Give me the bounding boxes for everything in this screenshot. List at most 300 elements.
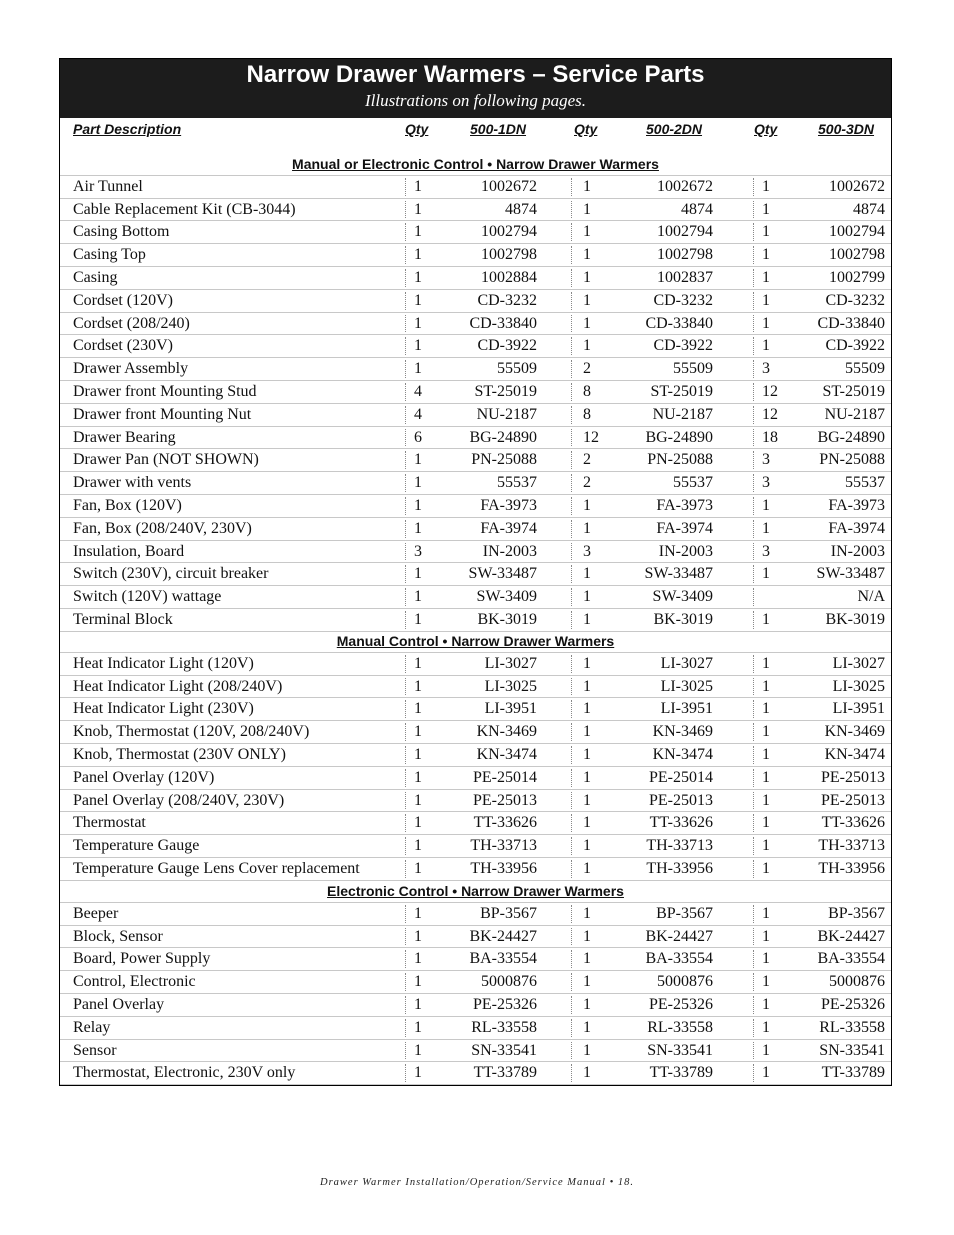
column-divider	[571, 201, 572, 219]
table-row	[60, 994, 891, 1017]
column-divider	[571, 1019, 572, 1037]
table-cell: 1	[583, 269, 591, 286]
table-cell: 1	[762, 1064, 770, 1082]
table-cell: KN-3474	[476, 746, 537, 763]
table-cell: Switch (120V) wattage	[73, 588, 222, 606]
table-cell: BK-24427	[645, 927, 713, 945]
table-cell: Terminal Block	[73, 611, 173, 628]
table-cell: Casing Top	[73, 246, 146, 264]
table-cell: TT-33626	[821, 814, 885, 832]
table-row	[60, 721, 891, 744]
table-cell: CD-3232	[477, 291, 537, 309]
table-cell: CD-3232	[653, 291, 713, 309]
table-cell: 55509	[845, 360, 885, 378]
table-cell: Drawer front Mounting Nut	[73, 405, 252, 423]
table-cell: SN-33541	[819, 1041, 885, 1059]
table-row	[60, 427, 891, 450]
table-cell: Panel Overlay	[73, 996, 165, 1013]
column-divider	[571, 700, 572, 718]
table-cell: Drawer with vents	[73, 474, 192, 492]
table-cell: 1	[414, 700, 422, 718]
table-cell: 1	[414, 588, 422, 606]
table-cell: TT-33789	[473, 1064, 537, 1082]
table-cell: 1	[583, 519, 591, 537]
table-cell: IN-2003	[658, 542, 713, 560]
table-cell: 1	[762, 611, 770, 628]
column-divider	[571, 1042, 572, 1060]
column-divider	[571, 769, 572, 787]
table-cell: BK-24427	[469, 927, 537, 945]
table-cell: 1	[762, 950, 770, 968]
column-divider	[571, 1064, 572, 1082]
col-qty-2: Qty	[574, 121, 598, 137]
table-cell: LI-3951	[832, 700, 885, 718]
table-cell: 1	[583, 996, 591, 1013]
col-qty-3: Qty	[754, 121, 778, 137]
section-heading	[60, 880, 891, 903]
table-cell: PN-25088	[471, 451, 537, 469]
table-cell: 1	[762, 269, 770, 286]
column-divider	[571, 406, 572, 424]
table-cell: 1	[583, 588, 591, 606]
col-model-3: 500-3DN	[818, 121, 875, 137]
table-cell: Casing Bottom	[73, 223, 170, 241]
table-cell: 55537	[845, 474, 885, 492]
table-row	[60, 1040, 891, 1063]
table-cell: 1	[414, 611, 422, 628]
table-row	[60, 744, 891, 767]
table-cell: BK-3019	[477, 611, 537, 628]
table-cell: 1	[414, 996, 422, 1013]
table-cell: 1	[414, 200, 422, 218]
table-cell: 1	[762, 223, 770, 241]
column-divider	[571, 497, 572, 515]
table-cell: 4874	[505, 200, 537, 218]
column-divider	[571, 223, 572, 241]
table-cell: Fan, Box (120V)	[73, 497, 182, 514]
table-cell: LI-3025	[660, 677, 713, 695]
table-row	[60, 290, 891, 313]
table-cell: FA-3973	[480, 497, 537, 514]
table-cell: 1	[583, 791, 591, 809]
table-cell: NU-2187	[652, 405, 713, 423]
table-cell: 3	[414, 542, 422, 560]
table-cell: Air Tunnel	[73, 177, 143, 195]
table-cell: 1	[762, 973, 770, 991]
table-cell: 1	[762, 337, 770, 355]
table-row	[60, 653, 891, 676]
table-cell: 1	[414, 269, 422, 286]
table-cell: RL-33558	[471, 1018, 537, 1036]
table-cell: 4874	[681, 200, 713, 218]
column-divider	[571, 792, 572, 810]
table-cell: 1002672	[829, 177, 885, 195]
table-cell: 1002798	[481, 246, 537, 264]
table-cell: 5000876	[657, 973, 713, 991]
table-cell: 1002798	[657, 246, 713, 264]
table-cell: BP-3567	[480, 904, 537, 922]
table-cell: 1002799	[829, 269, 885, 286]
table-cell: 1	[414, 860, 422, 877]
column-divider	[571, 588, 572, 606]
table-cell: BA-33554	[817, 950, 885, 968]
section-heading	[60, 153, 891, 176]
table-cell: Cordset (230V)	[73, 337, 173, 355]
table-cell: 1	[414, 177, 422, 195]
table-cell: 1	[762, 200, 770, 218]
table-cell: 1	[583, 497, 591, 514]
table-cell: SW-3409	[476, 588, 537, 606]
section-heading-text: Manual or Electronic Control • Narrow Drawer Warmers	[292, 156, 659, 172]
column-header-row	[60, 119, 891, 141]
table-row	[60, 199, 891, 222]
table-row	[60, 221, 891, 244]
table-cell: 1	[762, 677, 770, 695]
table-cell: 4	[414, 383, 422, 400]
table-cell: BG-24890	[469, 428, 537, 446]
table-cell: SW-33487	[816, 565, 885, 583]
table-cell: TH-33713	[818, 837, 885, 855]
table-cell: TH-33956	[470, 860, 537, 877]
table-cell: 1	[583, 837, 591, 855]
table-row	[60, 971, 891, 994]
column-divider	[571, 996, 572, 1014]
column-divider	[571, 383, 572, 401]
table-cell: 1002794	[481, 223, 537, 241]
table-cell: ST-25019	[650, 383, 713, 400]
table-cell: 55537	[673, 474, 713, 492]
table-row	[60, 835, 891, 858]
column-divider	[571, 178, 572, 196]
table-cell: 1	[762, 519, 770, 537]
table-cell: IN-2003	[830, 542, 885, 560]
table-cell: Panel Overlay (120V)	[73, 768, 215, 786]
table-cell: TT-33789	[649, 1064, 713, 1082]
table-cell: 1	[414, 1041, 422, 1059]
table-cell: 1	[414, 746, 422, 763]
table-cell: 1	[414, 791, 422, 809]
table-row	[60, 404, 891, 427]
table-cell: N/A	[857, 588, 885, 606]
table-cell: CD-33840	[469, 314, 537, 332]
table-cell: Cordset (208/240)	[73, 314, 190, 332]
table-cell: 1	[583, 200, 591, 218]
table-cell: 1	[414, 451, 422, 469]
section-heading-text: Manual Control • Narrow Drawer Warmers	[336, 633, 615, 649]
table-cell: BA-33554	[469, 950, 537, 968]
column-divider	[571, 611, 572, 629]
col-qty-1: Qty	[405, 121, 429, 137]
table-row	[60, 518, 891, 541]
table-row	[60, 358, 891, 381]
column-divider	[571, 360, 572, 378]
table-cell: 1	[414, 314, 422, 332]
table-cell: 2	[583, 451, 591, 469]
table-cell: 1	[762, 746, 770, 763]
table-cell: 1	[583, 1064, 591, 1082]
table-cell: 1	[583, 246, 591, 264]
table-cell: 1	[414, 246, 422, 264]
table-row	[60, 541, 891, 564]
table-cell: 1	[414, 519, 422, 537]
table-cell: Drawer Assembly	[73, 360, 189, 378]
table-row	[60, 698, 891, 721]
table-cell: 1	[583, 654, 591, 672]
table-cell: 1	[762, 723, 770, 741]
column-divider	[571, 905, 572, 923]
table-row	[60, 176, 891, 199]
column-divider	[571, 429, 572, 447]
table-row	[60, 313, 891, 336]
table-cell: 1	[583, 904, 591, 922]
table-cell: BK-3019	[825, 611, 885, 628]
column-divider	[571, 837, 572, 855]
table-cell: Beeper	[73, 904, 119, 922]
table-cell: Insulation, Board	[73, 542, 185, 560]
table-cell: 1	[762, 1041, 770, 1059]
table-row	[60, 381, 891, 404]
table-cell: LI-3951	[660, 700, 713, 718]
table-cell: PN-25088	[647, 451, 713, 469]
table-cell: KN-3469	[476, 723, 537, 741]
table-cell: 1	[762, 996, 770, 1013]
table-cell: 3	[762, 451, 770, 469]
table-cell: 1002794	[829, 223, 885, 241]
table-cell: 1	[583, 1041, 591, 1059]
table-cell: RL-33558	[647, 1018, 713, 1036]
table-row	[60, 1062, 891, 1085]
column-divider	[571, 655, 572, 673]
table-cell: 12	[762, 383, 778, 400]
column-divider	[571, 451, 572, 469]
column-divider	[571, 269, 572, 287]
table-cell: BA-33554	[645, 950, 713, 968]
column-divider	[571, 246, 572, 264]
table-cell: 55537	[497, 474, 537, 492]
table-cell: LI-3027	[832, 654, 885, 672]
table-cell: PE-25013	[821, 768, 885, 786]
table-cell: CD-33840	[645, 314, 713, 332]
table-cell: Switch (230V), circuit breaker	[73, 565, 269, 583]
table-cell: Heat Indicator Light (230V)	[73, 700, 254, 718]
table-cell: 55509	[673, 360, 713, 378]
table-row	[60, 495, 891, 518]
table-cell: Cordset (120V)	[73, 291, 173, 309]
table-cell: LI-3027	[484, 654, 537, 672]
table-cell: 1	[762, 291, 770, 309]
column-divider	[571, 860, 572, 878]
table-cell: 1	[414, 474, 422, 492]
table-cell: Heat Indicator Light (120V)	[73, 654, 254, 672]
table-cell: FA-3974	[828, 519, 885, 537]
table-cell: 3	[583, 542, 591, 560]
table-cell: 8	[583, 383, 591, 400]
table-cell: 1	[414, 950, 422, 968]
table-row	[60, 767, 891, 790]
table-cell: SN-33541	[471, 1041, 537, 1059]
table-cell: 1002672	[657, 177, 713, 195]
table-cell: 5000876	[829, 973, 885, 991]
table-cell: 1	[583, 700, 591, 718]
section-heading-text: Electronic Control • Narrow Drawer Warmers	[327, 883, 624, 899]
table-cell: SN-33541	[647, 1041, 713, 1059]
table-cell: 1	[414, 973, 422, 991]
table-cell: 2	[583, 360, 591, 378]
table-cell: 1	[414, 223, 422, 241]
table-cell: 3	[762, 360, 770, 378]
table-cell: 1	[583, 814, 591, 832]
table-cell: TT-33789	[821, 1064, 885, 1082]
table-cell: Temperature Gauge	[73, 837, 200, 855]
table-cell: Sensor	[73, 1041, 117, 1059]
table-cell: FA-3974	[480, 519, 537, 537]
table-cell: 1	[583, 337, 591, 355]
table-cell: 1	[583, 291, 591, 309]
col-model-1: 500-1DN	[470, 121, 527, 137]
table-cell: 1	[414, 837, 422, 855]
table-cell: 12	[762, 405, 778, 423]
table-cell: SW-33487	[644, 565, 713, 583]
table-row	[60, 563, 891, 586]
table-cell: 4	[414, 405, 422, 423]
table-cell: LI-3025	[832, 677, 885, 695]
table-cell: KN-3474	[824, 746, 885, 763]
column-divider	[571, 723, 572, 741]
table-cell: BK-24427	[817, 927, 885, 945]
table-cell: 1	[583, 768, 591, 786]
table-cell: 1002884	[481, 269, 537, 286]
column-divider	[571, 337, 572, 355]
table-cell: 1	[583, 611, 591, 628]
table-cell: 1	[762, 246, 770, 264]
table-cell: 1	[414, 291, 422, 309]
column-divider	[571, 292, 572, 310]
table-cell: 1	[762, 565, 770, 583]
table-cell: 1	[414, 723, 422, 741]
table-cell: 5000876	[481, 973, 537, 991]
table-cell: PE-25013	[473, 791, 537, 809]
table-cell: CD-33840	[817, 314, 885, 332]
table-cell: 1	[762, 860, 770, 877]
table-cell: 3	[762, 542, 770, 560]
table-row	[60, 335, 891, 358]
table-cell: TH-33956	[646, 860, 713, 877]
table-cell: TT-33626	[649, 814, 713, 832]
table-cell: Relay	[73, 1018, 111, 1036]
column-divider	[571, 520, 572, 538]
table-cell: 1	[583, 677, 591, 695]
table-cell: 1	[762, 927, 770, 945]
column-divider	[571, 543, 572, 561]
table-cell: 1	[414, 654, 422, 672]
table-cell: TH-33713	[646, 837, 713, 855]
section-heading	[60, 630, 891, 653]
table-cell: RL-33558	[819, 1018, 885, 1036]
table-cell: Knob, Thermostat (230V ONLY)	[73, 746, 286, 763]
table-cell: 1	[414, 1064, 422, 1082]
column-divider	[571, 474, 572, 492]
table-cell: 1	[583, 314, 591, 332]
table-cell: FA-3974	[656, 519, 713, 537]
table-cell: Thermostat	[73, 814, 146, 832]
table-cell: BG-24890	[645, 428, 713, 446]
table-cell: ST-25019	[822, 383, 885, 400]
table-cell: 4874	[853, 200, 885, 218]
table-cell: 1	[762, 904, 770, 922]
table-row	[60, 948, 891, 971]
table-cell: 1	[583, 177, 591, 195]
table-cell: 1	[583, 860, 591, 877]
table-row	[60, 790, 891, 813]
table-cell: 1	[762, 814, 770, 832]
table-row	[60, 858, 891, 881]
table-cell: TH-33713	[470, 837, 537, 855]
table-cell: 1	[414, 904, 422, 922]
table-header-band	[60, 59, 891, 118]
page-subtitle: Illustrations on following pages.	[364, 91, 587, 110]
table-cell: 1	[583, 1018, 591, 1036]
table-cell: 1	[583, 723, 591, 741]
table-cell: KN-3474	[652, 746, 713, 763]
table-cell: PE-25326	[821, 996, 885, 1013]
table-cell: 1002672	[481, 177, 537, 195]
table-row	[60, 609, 891, 632]
table-cell: Heat Indicator Light (208/240V)	[73, 677, 283, 695]
table-cell: Cable Replacement Kit (CB-3044)	[73, 200, 296, 218]
table-cell: PN-25088	[819, 451, 885, 469]
table-cell: Block, Sensor	[73, 927, 163, 945]
table-row	[60, 676, 891, 699]
table-cell: 1	[762, 700, 770, 718]
table-cell: Board, Power Supply	[73, 950, 211, 968]
col-model-2: 500-2DN	[646, 121, 703, 137]
table-cell: Temperature Gauge Lens Cover replacement	[73, 860, 360, 877]
table-cell: BK-3019	[653, 611, 713, 628]
table-cell: LI-3951	[484, 700, 537, 718]
column-divider	[571, 746, 572, 764]
table-cell: PE-25326	[473, 996, 537, 1013]
table-cell: Fan, Box (208/240V, 230V)	[73, 519, 252, 537]
table-cell: Casing	[73, 269, 118, 286]
table-cell: 1	[762, 497, 770, 514]
table-cell: CD-3232	[825, 291, 885, 309]
table-cell: 1	[414, 768, 422, 786]
column-divider	[571, 973, 572, 991]
table-cell: SW-3409	[652, 588, 713, 606]
table-cell: 6	[414, 428, 422, 446]
table-cell: 1	[762, 654, 770, 672]
table-cell: 1	[414, 814, 422, 832]
table-cell: NU-2187	[824, 405, 885, 423]
column-divider	[571, 950, 572, 968]
table-cell: 1	[762, 837, 770, 855]
page-footer: Drawer Warmer Installation/Operation/Service Manual • 18.	[319, 1177, 635, 1188]
table-cell: 18	[762, 428, 778, 446]
table-cell: 1	[414, 677, 422, 695]
table-cell: 1	[414, 565, 422, 583]
table-cell: Drawer Bearing	[73, 428, 176, 446]
table-cell: 1002837	[657, 269, 713, 286]
table-cell: Thermostat, Electronic, 230V only	[73, 1064, 296, 1082]
table-cell: 1	[762, 1018, 770, 1036]
table-row	[60, 926, 891, 949]
table-cell: 55509	[497, 360, 537, 378]
table-cell: CD-3922	[825, 337, 885, 355]
table-cell: 1	[583, 927, 591, 945]
column-divider	[571, 565, 572, 583]
table-cell: PE-25326	[649, 996, 713, 1013]
column-divider	[571, 928, 572, 946]
